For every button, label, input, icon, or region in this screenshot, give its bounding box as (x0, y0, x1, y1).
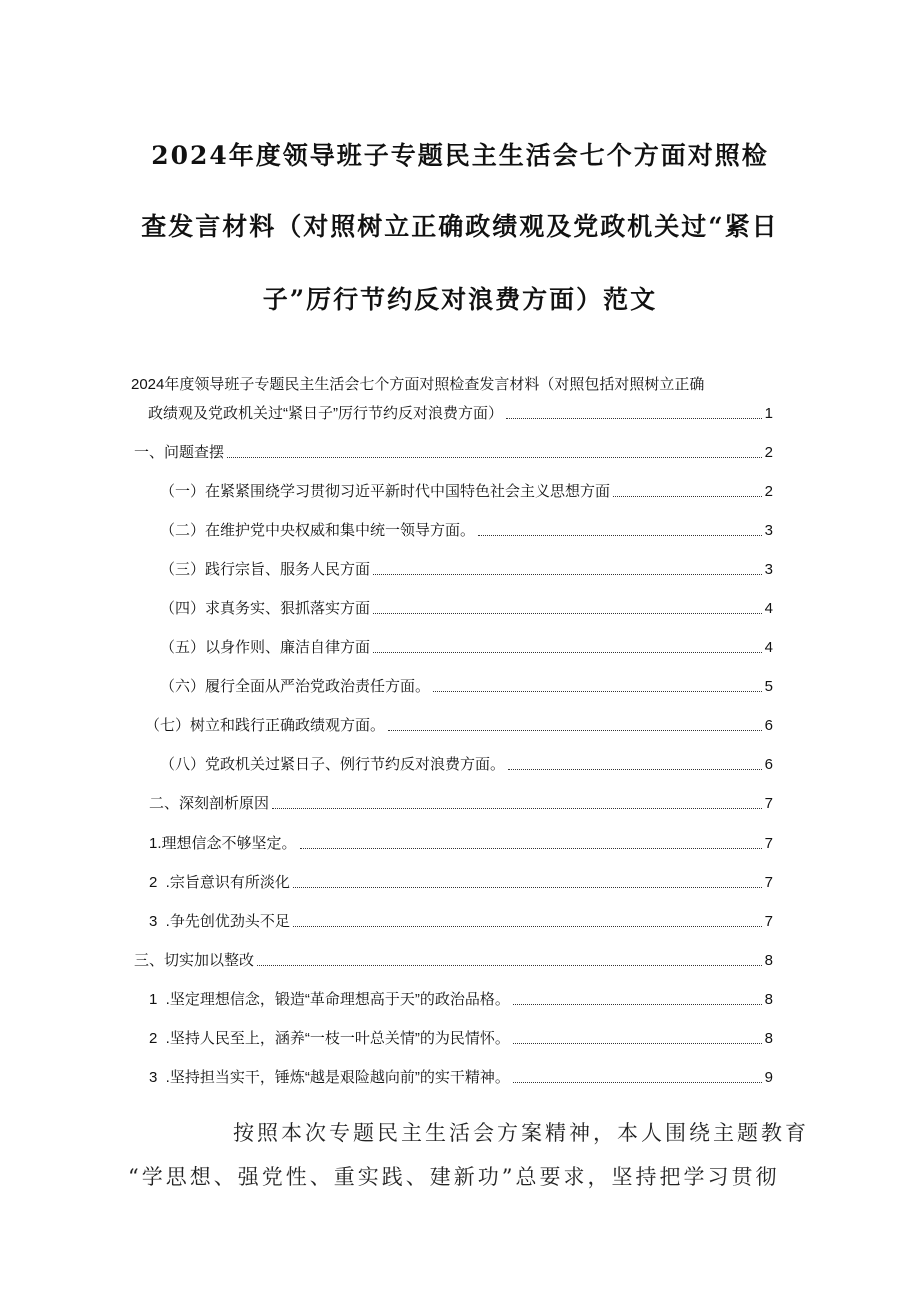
toc-entry[interactable] (160, 558, 773, 580)
toc-leader-dots (506, 418, 762, 419)
toc-entry[interactable] (149, 1027, 773, 1049)
toc-entry[interactable] (149, 1066, 773, 1088)
toc-entry-text: 政绩观及党政机关过“紧日子”厉行节约反对浪费方面） (148, 405, 503, 422)
toc-page-number: 7 (764, 874, 773, 891)
toc-leader-dots (257, 965, 762, 966)
toc-leader-dots (373, 652, 762, 653)
toc-page-number: 8 (764, 991, 773, 1008)
toc-entry-text: 3 .坚持担当实干，锤炼“越是艰险越向前”的实干精神。 (149, 1069, 510, 1086)
toc-leader-dots (513, 1043, 762, 1044)
toc-leader-dots (300, 848, 762, 849)
toc-entry[interactable] (149, 792, 773, 814)
toc-page-number: 4 (764, 639, 773, 656)
toc-page-number: 3 (764, 522, 773, 539)
document-title-line-1: 2024年度领导班子专题民主生活会七个方面对照检 (151, 141, 769, 170)
toc-leader-dots (613, 496, 762, 497)
toc-leader-dots (433, 691, 762, 692)
toc-leader-dots (373, 574, 762, 575)
toc-entry-text: （二）在维护党中央权威和集中统一领导方面。 (160, 522, 476, 539)
toc-entry[interactable] (160, 597, 773, 619)
toc-entry[interactable] (134, 441, 773, 463)
toc-entry[interactable] (160, 519, 773, 541)
toc-leader-dots (388, 730, 762, 731)
toc-page-number: 3 (764, 561, 773, 578)
toc-entry-text: （五）以身作则、廉洁自律方面 (160, 639, 371, 656)
toc-entry-text: （七）树立和践行正确政绩观方面。 (145, 717, 386, 734)
toc-entry[interactable] (134, 949, 773, 971)
toc-entry-text: （八）党政机关过紧日子、例行节约反对浪费方面。 (160, 756, 506, 773)
toc-entry-text: 3 .争先创优劲头不足 (149, 913, 290, 930)
toc-page-number: 8 (764, 952, 773, 969)
toc-entry[interactable] (160, 480, 773, 502)
toc-entry[interactable] (160, 636, 773, 658)
toc-entry-text: 一、问题查摆 (134, 444, 225, 461)
document-title-line-2: 查发言材料（对照树立正确政绩观及党政机关过“紧日 (141, 212, 779, 241)
body-paragraph-line-1: 按照本次专题民主生活会方案精神，本人围绕主题教育 (233, 1121, 809, 1145)
toc-entry[interactable] (145, 714, 773, 736)
toc-entry[interactable] (149, 832, 773, 854)
document-title-line-3: 子”厉行节约反对浪费方面）范文 (262, 285, 658, 314)
toc-entry-text: 2 .宗旨意识有所淡化 (149, 874, 290, 891)
toc-entry[interactable] (148, 402, 773, 424)
toc-page-number: 4 (764, 600, 773, 617)
toc-entry-text: 1 .坚定理想信念，锻造“革命理想高于天”的政治品格。 (149, 991, 510, 1008)
toc-entry-text: 2 .坚持人民至上，涵养“一枝一叶总关情”的为民情怀。 (149, 1030, 510, 1047)
toc-leader-dots (227, 457, 762, 458)
toc-entry-text: （四）求真务实、狠抓落实方面 (160, 600, 371, 617)
toc-leader-dots (373, 613, 762, 614)
toc-entry[interactable] (160, 753, 773, 775)
toc-entry-text: （三）践行宗旨、服务人民方面 (160, 561, 371, 578)
toc-page-number: 2 (764, 483, 773, 500)
toc-page-number: 1 (764, 405, 773, 422)
toc-page-number: 7 (764, 795, 773, 812)
toc-entry[interactable] (149, 988, 773, 1010)
toc-page-number: 7 (764, 835, 773, 852)
toc-heading-line: 2024年度领导班子专题民主生活会七个方面对照检查发言材料（对照包括对照树立正确 (131, 376, 705, 393)
toc-leader-dots (293, 926, 762, 927)
toc-entry[interactable] (149, 910, 773, 932)
toc-page-number: 2 (764, 444, 773, 461)
toc-entry-text: 二、深刻剖析原因 (149, 795, 270, 812)
toc-page-number: 9 (764, 1069, 773, 1086)
toc-entry-text: （六）履行全面从严治党政治责任方面。 (160, 678, 431, 695)
toc-leader-dots (293, 887, 762, 888)
toc-leader-dots (508, 769, 762, 770)
toc-leader-dots (513, 1004, 762, 1005)
toc-entry-text: 三、切实加以整改 (134, 952, 255, 969)
toc-page-number: 5 (764, 678, 773, 695)
toc-page-number: 6 (764, 756, 773, 773)
toc-page-number: 8 (764, 1030, 773, 1047)
toc-entry-text: 1.理想信念不够坚定。 (149, 835, 297, 852)
toc-leader-dots (478, 535, 762, 536)
toc-entry[interactable] (149, 871, 773, 893)
toc-leader-dots (513, 1082, 762, 1083)
toc-leader-dots (272, 808, 762, 809)
body-paragraph-line-2: “学思想、强党性、重实践、建新功”总要求，坚持把学习贯彻 (128, 1165, 780, 1189)
toc-entry-text: （一）在紧紧围绕学习贯彻习近平新时代中国特色社会主义思想方面 (160, 483, 611, 500)
toc-page-number: 6 (764, 717, 773, 734)
toc-entry[interactable] (160, 675, 773, 697)
toc-page-number: 7 (764, 913, 773, 930)
